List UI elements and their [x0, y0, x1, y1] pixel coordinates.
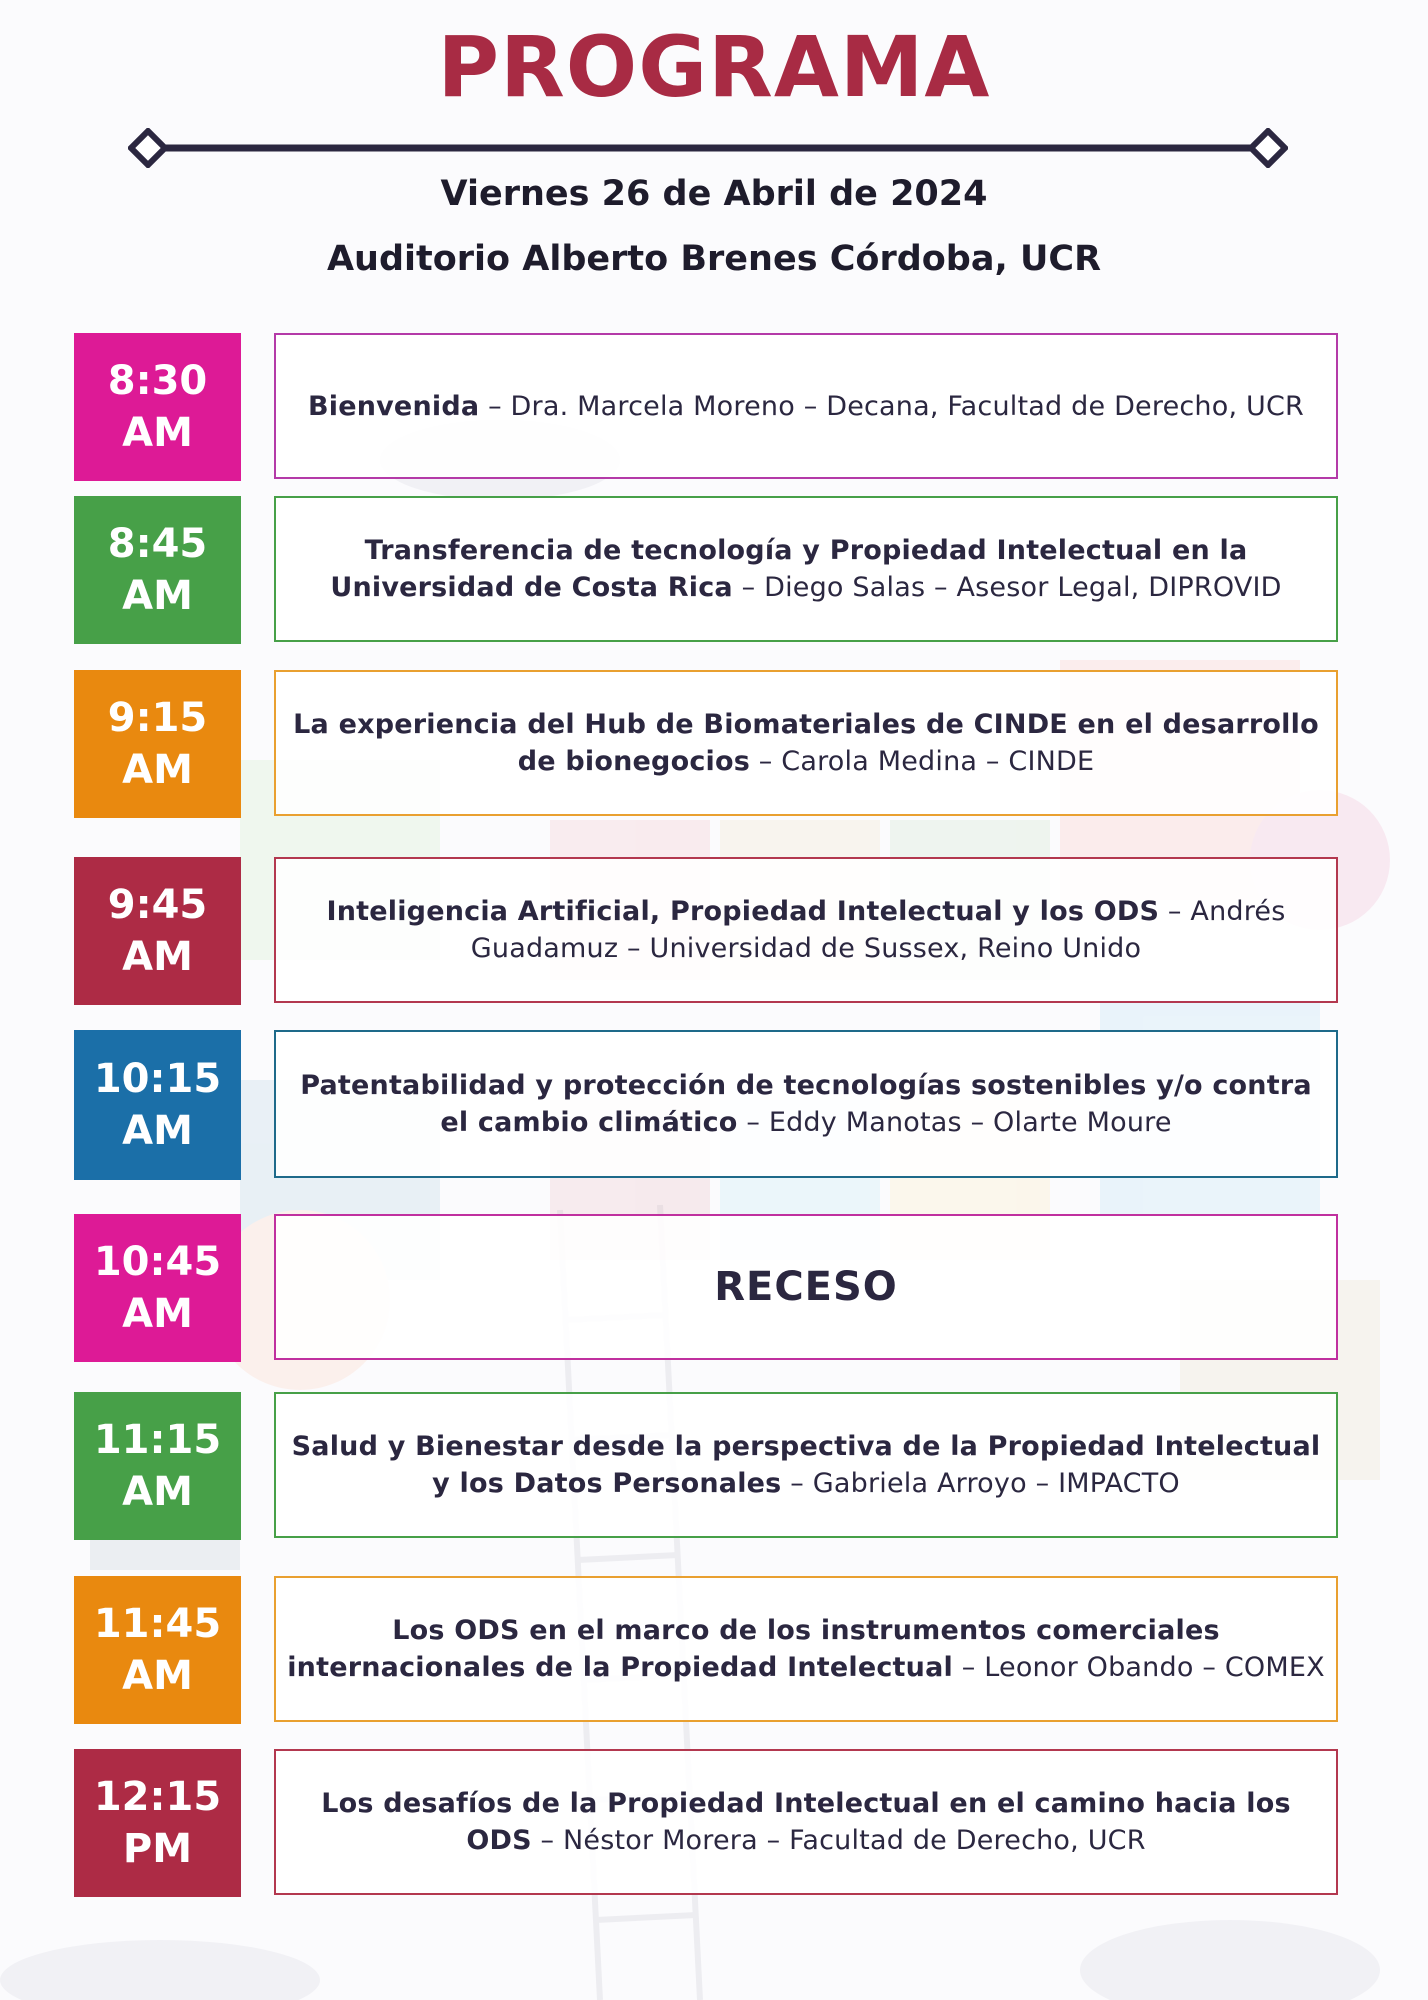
time-badge: 11:45 AM [74, 1576, 241, 1724]
session-description [298, 388, 1314, 425]
session-topic: Salud y Bienestar desde la perspectiva de la Propiedad Intelectual y los Datos Personales [291, 1431, 1321, 1499]
session-speaker: – Dra. Marcela Moreno – Decana, Facultad de Derecho, UCR [479, 390, 1305, 422]
time-badge: 12:15 PM [74, 1749, 241, 1897]
session-box [274, 1392, 1338, 1538]
session-description [276, 1428, 1336, 1502]
session-topic: Bienvenida [307, 390, 480, 422]
session-speaker: – Eddy Manotas – Olarte Moure [737, 1107, 1172, 1138]
time-badge: 9:45 AM [74, 857, 241, 1005]
time-badge: 11:15 AM [74, 1392, 241, 1540]
recess-label: RECESO [714, 1264, 898, 1310]
session-description [276, 706, 1336, 780]
session-speaker: – Andrés Guadamuz – Universidad de Sussex, Reino Unido [470, 896, 1286, 964]
session-description [276, 1785, 1336, 1859]
session-speaker: – Néstor Morera – Facultad de Derecho, UCR [531, 1825, 1146, 1856]
session-description [276, 532, 1336, 606]
session-box [274, 670, 1338, 816]
session-box [274, 1214, 1338, 1360]
session-topic: Los desafíos de la Propiedad Intelectual en el camino hacia los ODS [321, 1788, 1291, 1856]
event-date: Viernes 26 de Abril de 2024 [440, 174, 988, 214]
session-box [274, 857, 1338, 1003]
time-badge: 8:45 AM [74, 496, 241, 644]
session-box [274, 496, 1338, 642]
session-topic: Transferencia de tecnología y Propiedad Intelectual en la Universidad de Costa Rica [330, 535, 1248, 603]
session-box [274, 1576, 1338, 1722]
session-box [274, 333, 1338, 479]
page-title: PROGRAMA [437, 18, 991, 116]
session-description [276, 1067, 1336, 1141]
session-speaker: – Leonor Obando – COMEX [952, 1652, 1325, 1683]
session-description [276, 893, 1336, 967]
session-speaker: – Carola Medina – CINDE [750, 746, 1095, 777]
session-topic: Los ODS en el marco de los instrumentos comerciales internacionales de la Propiedad Intelectual [287, 1615, 1220, 1683]
time-badge: 10:15 AM [74, 1030, 241, 1180]
session-topic: La experiencia del Hub de Biomateriales de CINDE en el desarrollo de bionegocios [293, 709, 1319, 777]
session-speaker: – Diego Salas – Asesor Legal, DIPROVID [732, 572, 1282, 603]
session-speaker: – Gabriela Arroyo – IMPACTO [781, 1468, 1180, 1499]
session-box [274, 1749, 1338, 1895]
time-badge: 10:45 AM [74, 1214, 241, 1362]
event-venue: Auditorio Alberto Brenes Córdoba, UCR [326, 239, 1102, 279]
session-box [274, 1030, 1338, 1178]
session-topic: Inteligencia Artificial, Propiedad Intelectual y los ODS [326, 896, 1160, 927]
session-topic: Patentabilidad y protección de tecnologías sostenibles y/o contra el cambio climático [300, 1070, 1312, 1138]
time-badge: 9:15 AM [74, 670, 241, 818]
session-description [276, 1612, 1336, 1686]
time-badge: 8:30 AM [74, 333, 241, 481]
